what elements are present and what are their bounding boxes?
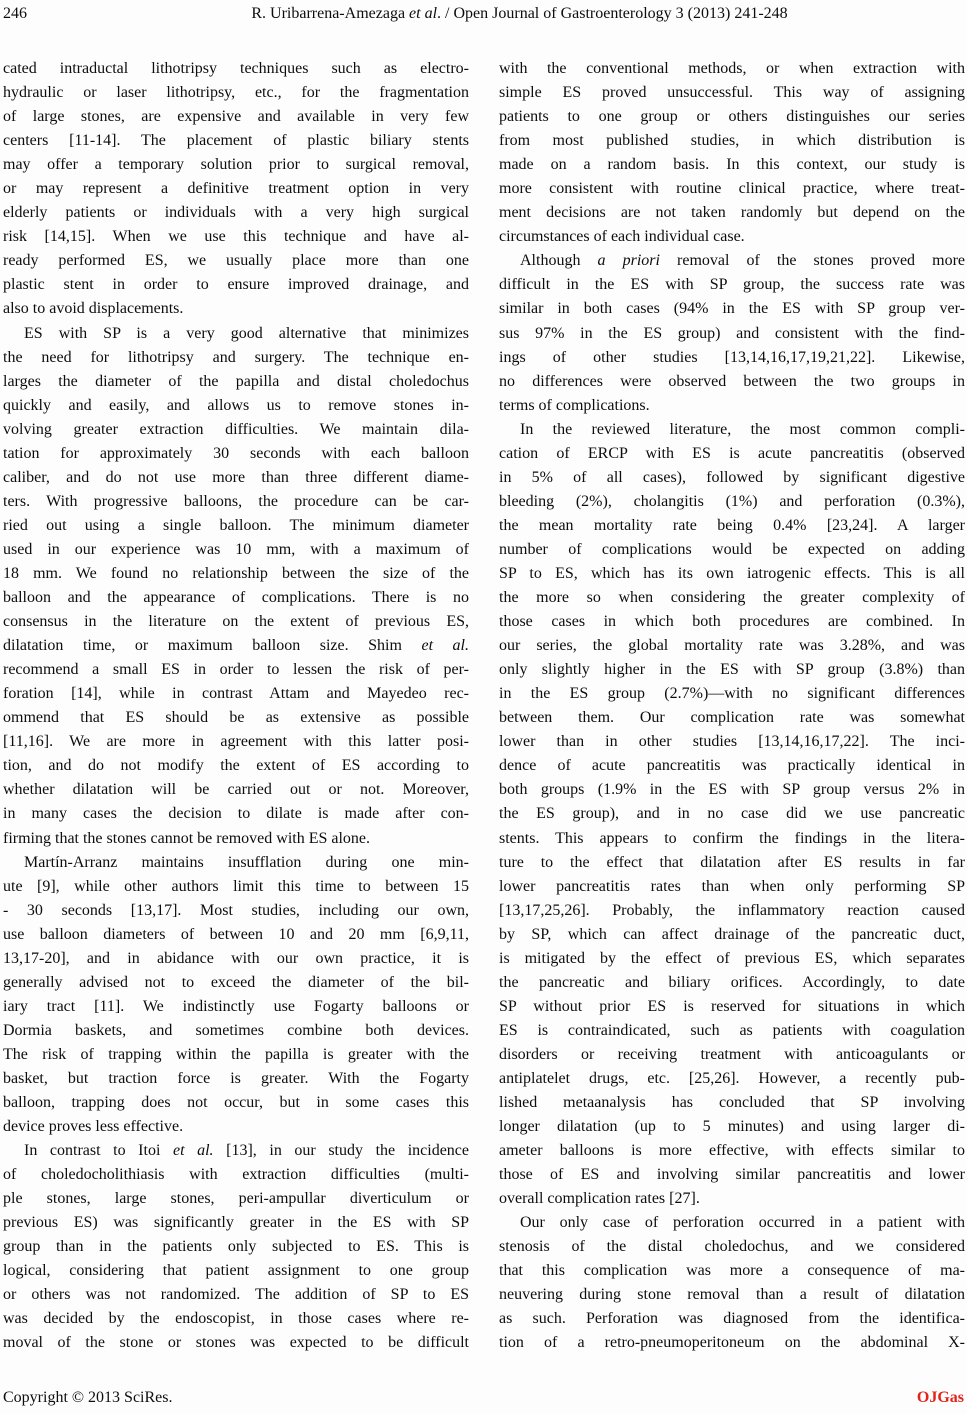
- text-line: circumstances of each individual case.: [499, 228, 745, 246]
- text-line: stenosis of the distal choledochus, and we considered: [499, 1238, 965, 1256]
- text-line: tation for approximately 30 seconds with each balloon: [3, 444, 469, 462]
- text-line: the pancreatic and biliary orifices. Accordingly, to date: [499, 973, 965, 991]
- text-line: ried out using a single balloon. The minimum diameter: [3, 516, 469, 534]
- paragraph: [3, 851, 469, 1140]
- paragraph: [499, 1211, 965, 1355]
- text-line: ES with SP is a very good alternative that minimizes: [24, 324, 469, 342]
- text-line: ture to the effect that dilatation after ES results in far: [499, 853, 965, 871]
- text-line: volving greater extraction difficulties. We maintain dila-: [3, 420, 469, 438]
- text-line: the need for lithotripsy and surgery. The technique en-: [3, 348, 469, 366]
- text-line: ment decisions are not taken randomly but depend on the: [499, 204, 965, 222]
- text-line: lower than in other studies [13,14,16,17,22]. The inci-: [499, 733, 965, 751]
- text-line: with the conventional methods, or when extraction with: [499, 60, 965, 77]
- text-line: also to avoid displacements.: [3, 300, 184, 318]
- text-line: SP to ES, which has its own iatrogenic effects. This is all: [499, 564, 965, 582]
- text-line: risk [14,15]. When we use this technique and have al-: [3, 228, 469, 246]
- text-line: The risk of trapping within the papilla is greater with the: [3, 1045, 469, 1063]
- text-line: of large stones, are expensive and available in very few: [3, 108, 469, 126]
- text-line: - 30 seconds [13,17]. Most studies, including our own,: [3, 901, 469, 919]
- text-line: larges the diameter of the papilla and distal choledochus: [3, 372, 469, 390]
- text-line: 13,17-20], and in abidance with our own practice, it is: [3, 949, 469, 967]
- text-line: balloon, trapping does not occur, but in some cases this: [3, 1094, 469, 1112]
- text-line: moval of the stone or stones was expected to be difficult: [3, 1334, 469, 1352]
- text-line: plastic stent in order to ensure improved drainage, and: [3, 276, 469, 294]
- text-line: elderly patients or individuals with a very high surgical: [3, 204, 469, 222]
- paragraph: [3, 57, 469, 322]
- text-line: [13,17,25,26]. Probably, the inflammatory reaction caused: [499, 901, 965, 919]
- running-head-title: R. Uribarrena-Amezaga et al. / Open Journal of Gastroenterology 3 (2013) 241-248: [251, 5, 788, 22]
- text-line: dence of acute pancreatitis was practically identical in: [499, 757, 965, 775]
- body-text: [3, 57, 965, 1356]
- text-line: ters. With progressive balloons, the procedure can be car-: [3, 492, 469, 510]
- text-line: difficult in the ES with SP group, the success rate was: [499, 276, 965, 294]
- text-line: firming that the stones cannot be removed with ES alone.: [3, 829, 371, 847]
- text-line: ple stones, large stones, peri-ampullar diverticulum or: [3, 1190, 469, 1208]
- text-line: ommend that ES should be as extensive as possible: [3, 709, 469, 727]
- text-line: cation of ERCP with ES is acute pancreatitis (observed: [499, 444, 965, 462]
- text-line: logical, considering that patient assignment to one group: [3, 1262, 469, 1280]
- text-line: by SP, which can affect drainage of the pancreatic duct,: [499, 925, 965, 943]
- text-line: consensus in the literature on the extent of previous ES,: [3, 613, 469, 631]
- text-line: from most published studies, in which distribution is: [499, 132, 965, 150]
- text-line: previous ES) was significantly greater in the ES with SP: [3, 1214, 469, 1232]
- page-footer: [3, 1389, 964, 1407]
- text-line: the ES group), and in no case did we use pancreatic: [499, 805, 965, 823]
- text-line: tion, and do not modify the extent of ES according to: [3, 757, 469, 775]
- text-line: iary tract [11]. We indistinctly use Fogarty balloons or: [3, 997, 469, 1015]
- paragraph: [3, 1139, 469, 1355]
- text-line: no differences were observed between the two groups in: [499, 372, 965, 390]
- text-line: ameter balloons is more effective, with effects similar to: [499, 1142, 965, 1160]
- text-line: foration [14], while in contrast Attam and Mayedeo rec-: [3, 685, 469, 703]
- text-line: device proves less effective.: [3, 1118, 184, 1136]
- text-line: centers [11-14]. The placement of plastic biliary stents: [3, 132, 469, 150]
- text-line: ute [9], while other authors limit this time to between 15: [3, 877, 469, 895]
- left-column: [3, 57, 469, 1356]
- text-line: generally advised not to exceed the diameter of the bil-: [3, 973, 469, 991]
- text-line: is mitigated by the effect of previous ES, which separates: [499, 949, 965, 967]
- text-line: ings of other studies [13,14,16,17,19,21,22]. Likewise,: [499, 348, 965, 366]
- journal-abbreviation: OJGas: [916, 1389, 964, 1406]
- text-line: or others was not randomized. The addition of SP to ES: [3, 1286, 469, 1304]
- text-line: neuvering during stone removal than a result of dilatation: [499, 1286, 965, 1304]
- text-line: lower pancreatitis rates than when only performing SP: [499, 877, 965, 895]
- text-line: In contrast to Itoi et al. [13], in our study the incidence: [24, 1142, 470, 1160]
- text-line: our series, the global mortality rate was 3.28%, and was: [499, 637, 965, 655]
- text-line: made on a random basis. In this context, our study is: [499, 156, 965, 174]
- text-line: recommend a small ES in order to lessen the risk of per-: [3, 661, 469, 679]
- text-line: cated intraductal lithotripsy techniques such as electro-: [3, 60, 469, 77]
- text-line: longer dilatation (up to 5 minutes) and using larger di-: [499, 1118, 965, 1136]
- text-line: Dormia baskets, and sometimes combine both devices.: [3, 1021, 469, 1039]
- text-line: antiplatelet drugs, etc. [25,26]. However, a recently pub-: [499, 1069, 965, 1087]
- text-line: between them. Our complication rate was somewhat: [499, 709, 965, 727]
- text-line: that this complication was more a consequence of ma-: [499, 1262, 965, 1280]
- text-line: may offer a temporary solution prior to surgical removal,: [3, 156, 469, 174]
- right-column: [499, 57, 965, 1356]
- text-line: quickly and easily, and allows us to remove stones in-: [3, 396, 469, 414]
- text-line: simple ES proved unsuccessful. This way of assigning: [499, 84, 965, 102]
- text-line: those cases in which both procedures are combined. In: [499, 613, 965, 631]
- text-line: Martín-Arranz maintains insufflation during one min-: [24, 853, 469, 871]
- text-line: the mean mortality rate being 0.4% [23,24]. A larger: [499, 516, 965, 534]
- text-line: number of complications would be expected on adding: [499, 540, 965, 558]
- text-line: whether dilatation will be carried out or not. Moreover,: [3, 781, 469, 799]
- paragraph: [499, 418, 965, 1212]
- text-line: SP without prior ES is reserved for situations in which: [499, 997, 965, 1015]
- text-line: used in our experience was 10 mm, with a maximum of: [3, 540, 469, 558]
- text-line: of choledocholithiasis with extraction difficulties (multi-: [3, 1166, 469, 1184]
- text-line: basket, but traction force is greater. With the Fogarty: [3, 1069, 469, 1087]
- text-line: In the reviewed literature, the most common compli-: [520, 420, 965, 438]
- text-line: Although a priori removal of the stones proved more: [520, 252, 965, 270]
- text-line: those of ES and involving similar pancreatitis and lower: [499, 1166, 965, 1184]
- text-line: ES is contraindicated, such as patients with coagulation: [499, 1021, 965, 1039]
- text-line: terms of complications.: [499, 396, 650, 414]
- text-line: dilatation time, or maximum balloon size. Shim et al.: [3, 637, 469, 655]
- text-line: in the ES group (2.7%)—with no significant differences: [499, 685, 965, 703]
- text-line: in 5% of all cases), followed by significant digestive: [499, 468, 965, 486]
- text-line: ready performed ES, we usually place more than one: [3, 252, 469, 270]
- text-line: hydraulic or laser lithotripsy, etc., for the fragmentation: [3, 84, 469, 102]
- copyright-notice: Copyright © 2013 SciRes.: [3, 1389, 173, 1406]
- text-line: sus 97% in the ES group) and consistent with the find-: [499, 324, 965, 342]
- text-line: both groups (1.9% in the ES with SP group versus 2% in: [499, 781, 965, 799]
- text-line: 18 mm. We found no relationship between the size of the: [3, 564, 469, 582]
- text-line: lished metaanalysis has concluded that SP involving: [499, 1094, 965, 1112]
- paragraph: [499, 249, 965, 417]
- text-line: the more so when considering the greater complexity of: [499, 589, 965, 607]
- text-line: or may represent a definitive treatment option in very: [3, 180, 469, 198]
- text-line: Our only case of perforation occurred in a patient with: [520, 1214, 965, 1232]
- text-line: in many cases the decision to dilate is made after con-: [3, 805, 469, 823]
- page-header: [0, 5, 967, 31]
- text-line: as such. Perforation was diagnosed from the identifica-: [499, 1310, 965, 1328]
- text-line: only slightly higher in the ES with SP group (3.8%) than: [499, 661, 965, 679]
- text-line: group than in the patients only subjected to ES. This is: [3, 1238, 469, 1256]
- text-line: more consistent with routine clinical practice, where treat-: [499, 180, 965, 198]
- text-line: [11,16]. We are more in agreement with this latter posi-: [3, 733, 469, 751]
- page-number: 246: [3, 5, 27, 22]
- text-line: caliber, and do not use more than three different diame-: [3, 468, 469, 486]
- text-line: balloon and the appearance of complications. There is no: [3, 589, 469, 607]
- text-line: similar in both cases (94% in the ES with SP group ver-: [499, 300, 965, 318]
- text-line: bleeding (2%), cholangitis (1%) and perforation (0.3%),: [499, 492, 965, 510]
- text-line: tion of a retro-pneumoperitoneum on the abdominal X-: [499, 1334, 965, 1352]
- text-line: overall complication rates [27].: [499, 1190, 700, 1208]
- text-line: use balloon diameters of between 10 and 20 mm [6,9,11,: [3, 925, 469, 943]
- text-line: was decided by the endoscopist, in those cases where re-: [3, 1310, 469, 1328]
- text-line: patients to one group or others distinguishes our series: [499, 108, 965, 126]
- paragraph: [499, 57, 965, 249]
- paragraph: [3, 322, 469, 851]
- text-line: disorders or receiving treatment with anticoagulants or: [499, 1045, 965, 1063]
- text-line: stents. This appears to confirm the findings in the litera-: [499, 829, 965, 847]
